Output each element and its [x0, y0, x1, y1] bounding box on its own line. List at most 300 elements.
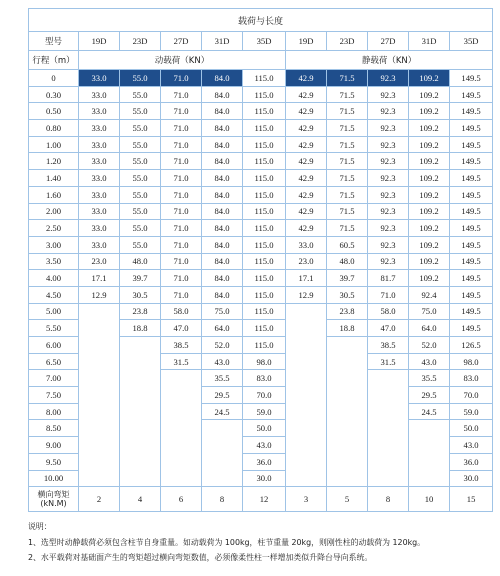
- static-load-cell: 42.9: [286, 120, 327, 137]
- dynamic-load-cell: 33.0: [79, 120, 120, 137]
- dynamic-load-cell: 115.0: [243, 120, 286, 137]
- static-load-cell: 92.3: [368, 120, 409, 137]
- dynamic-load-cell: 30.0: [243, 470, 286, 487]
- static-load-cell: 149.5: [450, 86, 493, 103]
- dynamic-load-cell: 55.0: [120, 236, 161, 253]
- dynamic-load-cell: 71.0: [161, 203, 202, 220]
- static-load-cell: 42.9: [286, 153, 327, 170]
- static-load-cell: 12.9: [286, 286, 327, 303]
- dynamic-load-cell: 71.0: [161, 103, 202, 120]
- dynamic-load-cell: 33.0: [79, 86, 120, 103]
- dynamic-load-cell: 48.0: [120, 253, 161, 270]
- highlight-cell: 71.5: [327, 70, 368, 87]
- static-load-cell: [368, 387, 409, 404]
- stroke-cell: 8.50: [29, 420, 79, 437]
- dynamic-load-cell: [79, 437, 120, 454]
- dynamic-load-cell: 43.0: [202, 353, 243, 370]
- dynamic-load-cell: 71.0: [161, 220, 202, 237]
- static-load-cell: 39.7: [327, 270, 368, 287]
- model-header: 31D: [409, 32, 450, 51]
- moment-cell: 3: [286, 487, 327, 512]
- static-load-cell: [286, 320, 327, 337]
- static-load-cell: 149.5: [450, 136, 493, 153]
- table-row: [29, 437, 493, 454]
- table-row: [29, 320, 493, 337]
- static-load-cell: 30.5: [327, 286, 368, 303]
- dynamic-load-cell: [120, 353, 161, 370]
- model-header: 27D: [161, 32, 202, 51]
- dynamic-load-cell: 71.0: [161, 86, 202, 103]
- static-load-cell: 71.5: [327, 170, 368, 187]
- dynamic-load-cell: [161, 470, 202, 487]
- highlight-cell: 92.3: [368, 70, 409, 87]
- static-load-cell: [327, 470, 368, 487]
- static-load-cell: 71.5: [327, 136, 368, 153]
- dynamic-load-cell: 84.0: [202, 236, 243, 253]
- dynamic-load-cell: [79, 303, 120, 320]
- static-load-cell: [327, 353, 368, 370]
- static-load-cell: 23.0: [286, 253, 327, 270]
- static-load-cell: 18.8: [327, 320, 368, 337]
- table-row: [29, 420, 493, 437]
- stroke-cell: 8.00: [29, 403, 79, 420]
- static-load-cell: [368, 453, 409, 470]
- dynamic-load-cell: [202, 453, 243, 470]
- static-load-cell: 42.9: [286, 203, 327, 220]
- static-load-cell: 126.5: [450, 337, 493, 354]
- stroke-cell: 9.50: [29, 453, 79, 470]
- table-row: [29, 203, 493, 220]
- dynamic-load-cell: 115.0: [243, 136, 286, 153]
- dynamic-load-cell: 33.0: [79, 186, 120, 203]
- static-load-cell: [409, 420, 450, 437]
- static-load-cell: [327, 387, 368, 404]
- dynamic-load-cell: [79, 320, 120, 337]
- moment-cell: 6: [161, 487, 202, 512]
- static-load-cell: 149.5: [450, 286, 493, 303]
- static-load-cell: 149.5: [450, 220, 493, 237]
- dynamic-load-cell: 84.0: [202, 103, 243, 120]
- dynamic-load-cell: [120, 437, 161, 454]
- dynamic-load-cell: 115.0: [243, 153, 286, 170]
- dynamic-load-cell: 55.0: [120, 153, 161, 170]
- static-load-cell: [286, 337, 327, 354]
- stroke-cell: 0.50: [29, 103, 79, 120]
- dynamic-load-cell: 33.0: [79, 220, 120, 237]
- model-header: 23D: [327, 32, 368, 51]
- dynamic-load-cell: 84.0: [202, 270, 243, 287]
- table-row: [29, 220, 493, 237]
- static-load-label: 静载荷（KN）: [286, 51, 493, 70]
- model-label: 型号: [29, 32, 79, 51]
- dynamic-load-cell: 75.0: [202, 303, 243, 320]
- stroke-cell: 2.50: [29, 220, 79, 237]
- moment-label: 横向弯矩(kN.M): [29, 487, 79, 512]
- table-row: [29, 353, 493, 370]
- dynamic-load-cell: 64.0: [202, 320, 243, 337]
- model-header: 35D: [243, 32, 286, 51]
- static-load-cell: 149.5: [450, 186, 493, 203]
- dynamic-load-cell: 115.0: [243, 170, 286, 187]
- static-load-cell: 71.0: [368, 286, 409, 303]
- static-load-cell: [286, 470, 327, 487]
- static-load-cell: 64.0: [409, 320, 450, 337]
- dynamic-load-cell: 24.5: [202, 403, 243, 420]
- static-load-cell: 60.5: [327, 236, 368, 253]
- moment-cell: 2: [79, 487, 120, 512]
- dynamic-load-cell: 58.0: [161, 303, 202, 320]
- dynamic-load-cell: [79, 453, 120, 470]
- model-header: 35D: [450, 32, 493, 51]
- static-load-cell: [286, 420, 327, 437]
- dynamic-load-cell: 71.0: [161, 136, 202, 153]
- table-row: [29, 470, 493, 487]
- stroke-cell: 1.00: [29, 136, 79, 153]
- dynamic-load-cell: 50.0: [243, 420, 286, 437]
- dynamic-load-cell: 39.7: [120, 270, 161, 287]
- static-load-cell: 109.2: [409, 253, 450, 270]
- stroke-cell: 1.20: [29, 153, 79, 170]
- table-row: [29, 236, 493, 253]
- static-load-cell: [286, 403, 327, 420]
- table-row: [29, 387, 493, 404]
- static-load-cell: 48.0: [327, 253, 368, 270]
- static-load-cell: 17.1: [286, 270, 327, 287]
- stroke-cell: 1.60: [29, 186, 79, 203]
- dynamic-load-cell: 115.0: [243, 236, 286, 253]
- notes-heading: 说明：: [28, 522, 52, 531]
- table-row: [29, 170, 493, 187]
- static-load-cell: [286, 370, 327, 387]
- static-load-cell: 71.5: [327, 153, 368, 170]
- highlight-cell: 55.0: [120, 70, 161, 87]
- dynamic-load-cell: 55.0: [120, 120, 161, 137]
- static-load-cell: 50.0: [450, 420, 493, 437]
- static-load-cell: 92.3: [368, 253, 409, 270]
- table-row: [29, 136, 493, 153]
- stroke-cell: 4.50: [29, 286, 79, 303]
- static-load-cell: 109.2: [409, 220, 450, 237]
- static-load-cell: 149.5: [450, 70, 493, 87]
- static-load-cell: [368, 403, 409, 420]
- stroke-cell: 0.80: [29, 120, 79, 137]
- dynamic-load-cell: 98.0: [243, 353, 286, 370]
- model-header: 19D: [79, 32, 120, 51]
- dynamic-load-cell: [79, 337, 120, 354]
- static-load-cell: [368, 470, 409, 487]
- dynamic-load-cell: 84.0: [202, 86, 243, 103]
- static-load-cell: 149.5: [450, 170, 493, 187]
- dynamic-load-cell: [161, 370, 202, 387]
- static-load-cell: 149.5: [450, 103, 493, 120]
- static-load-cell: 92.3: [368, 220, 409, 237]
- static-load-cell: 149.5: [450, 153, 493, 170]
- dynamic-load-cell: 71.0: [161, 270, 202, 287]
- dynamic-load-cell: [161, 403, 202, 420]
- dynamic-load-cell: 84.0: [202, 136, 243, 153]
- static-load-cell: 109.2: [409, 236, 450, 253]
- dynamic-load-cell: 33.0: [79, 153, 120, 170]
- dynamic-load-cell: 33.0: [79, 136, 120, 153]
- dynamic-load-cell: 70.0: [243, 387, 286, 404]
- moment-cell: 5: [327, 487, 368, 512]
- dynamic-load-label: 动载荷（KN）: [79, 51, 286, 70]
- table-row: [29, 453, 493, 470]
- dynamic-load-cell: 36.0: [243, 453, 286, 470]
- dynamic-load-cell: 55.0: [120, 86, 161, 103]
- static-load-cell: 92.3: [368, 86, 409, 103]
- note-item: 2、水平载荷对基础面产生的弯矩超过横向弯矩数值，必须像柔性柱一样增加类似升降台导向系统。: [28, 553, 373, 562]
- stroke-cell: 4.00: [29, 270, 79, 287]
- table-row: [29, 120, 493, 137]
- table-row: [29, 270, 493, 287]
- dynamic-load-cell: 12.9: [79, 286, 120, 303]
- dynamic-load-cell: 115.0: [243, 186, 286, 203]
- static-load-cell: [286, 387, 327, 404]
- moment-cell: 8: [202, 487, 243, 512]
- dynamic-load-cell: [120, 387, 161, 404]
- table-row: [29, 303, 493, 320]
- dynamic-load-cell: 55.0: [120, 170, 161, 187]
- highlight-cell: 42.9: [286, 70, 327, 87]
- static-load-cell: [286, 303, 327, 320]
- static-load-cell: 42.9: [286, 86, 327, 103]
- dynamic-load-cell: 115.0: [243, 320, 286, 337]
- static-load-cell: [409, 437, 450, 454]
- dynamic-load-cell: 115.0: [243, 337, 286, 354]
- dynamic-load-cell: 55.0: [120, 136, 161, 153]
- static-load-cell: 92.3: [368, 203, 409, 220]
- dynamic-load-cell: [120, 420, 161, 437]
- static-load-cell: [368, 437, 409, 454]
- static-load-cell: 109.2: [409, 186, 450, 203]
- static-load-cell: 71.5: [327, 120, 368, 137]
- highlight-cell: 33.0: [79, 70, 120, 87]
- dynamic-load-cell: 38.5: [161, 337, 202, 354]
- moment-cell: 15: [450, 487, 493, 512]
- static-load-cell: 71.5: [327, 220, 368, 237]
- static-load-cell: [327, 437, 368, 454]
- dynamic-load-cell: 84.0: [202, 170, 243, 187]
- dynamic-load-cell: [120, 370, 161, 387]
- static-load-cell: 92.3: [368, 153, 409, 170]
- dynamic-load-cell: 18.8: [120, 320, 161, 337]
- dynamic-load-cell: 47.0: [161, 320, 202, 337]
- highlight-cell: 84.0: [202, 70, 243, 87]
- stroke-cell: 5.50: [29, 320, 79, 337]
- static-load-cell: 23.8: [327, 303, 368, 320]
- static-load-cell: [368, 420, 409, 437]
- static-load-cell: 58.0: [368, 303, 409, 320]
- highlight-cell: 109.2: [409, 70, 450, 87]
- dynamic-load-cell: 115.0: [243, 203, 286, 220]
- moment-cell: 12: [243, 487, 286, 512]
- static-load-cell: 92.4: [409, 286, 450, 303]
- moment-cell: 8: [368, 487, 409, 512]
- static-load-cell: 42.9: [286, 103, 327, 120]
- dynamic-load-cell: 115.0: [243, 86, 286, 103]
- dynamic-load-cell: 43.0: [243, 437, 286, 454]
- dynamic-load-cell: 115.0: [243, 70, 286, 87]
- dynamic-load-cell: 71.0: [161, 120, 202, 137]
- static-load-cell: 52.0: [409, 337, 450, 354]
- static-load-cell: 92.3: [368, 103, 409, 120]
- static-load-cell: 109.2: [409, 136, 450, 153]
- static-load-cell: 35.5: [409, 370, 450, 387]
- dynamic-load-cell: [161, 420, 202, 437]
- dynamic-load-cell: 84.0: [202, 120, 243, 137]
- static-load-cell: 70.0: [450, 387, 493, 404]
- stroke-cell: 0.30: [29, 86, 79, 103]
- dynamic-load-cell: 71.0: [161, 236, 202, 253]
- static-load-cell: 31.5: [368, 353, 409, 370]
- dynamic-load-cell: [120, 470, 161, 487]
- static-load-cell: 42.9: [286, 186, 327, 203]
- static-load-cell: [327, 453, 368, 470]
- stroke-cell: 1.40: [29, 170, 79, 187]
- static-load-cell: 109.2: [409, 270, 450, 287]
- dynamic-load-cell: [120, 337, 161, 354]
- static-load-cell: 42.9: [286, 220, 327, 237]
- stroke-label: 行程（m）: [29, 51, 79, 70]
- static-load-cell: 92.3: [368, 136, 409, 153]
- notes: [28, 519, 496, 566]
- static-load-cell: [327, 403, 368, 420]
- static-load-cell: 149.5: [450, 320, 493, 337]
- dynamic-load-cell: [202, 470, 243, 487]
- dynamic-load-cell: 84.0: [202, 153, 243, 170]
- table-row: [29, 86, 493, 103]
- static-load-cell: 59.0: [450, 403, 493, 420]
- static-load-cell: 71.5: [327, 86, 368, 103]
- stroke-cell: 3.00: [29, 236, 79, 253]
- note-item: 1、选型时动静载荷必须包含柱节自身重量。如动载荷为 100kg，柱节重量 20kg，则刚性柱的动载荷为 120kg。: [28, 537, 426, 547]
- dynamic-load-cell: 33.0: [79, 203, 120, 220]
- dynamic-load-cell: 31.5: [161, 353, 202, 370]
- static-load-cell: 149.5: [450, 253, 493, 270]
- dynamic-load-cell: 71.0: [161, 170, 202, 187]
- static-load-cell: 92.3: [368, 170, 409, 187]
- dynamic-load-cell: 33.0: [79, 103, 120, 120]
- dynamic-load-cell: 52.0: [202, 337, 243, 354]
- dynamic-load-cell: 29.5: [202, 387, 243, 404]
- static-load-cell: [327, 420, 368, 437]
- dynamic-load-cell: 59.0: [243, 403, 286, 420]
- model-header: 23D: [120, 32, 161, 51]
- static-load-cell: 149.5: [450, 303, 493, 320]
- dynamic-load-cell: 55.0: [120, 220, 161, 237]
- static-load-cell: 42.9: [286, 136, 327, 153]
- static-load-cell: 36.0: [450, 453, 493, 470]
- static-load-cell: [409, 470, 450, 487]
- dynamic-load-cell: [79, 353, 120, 370]
- stroke-cell: 6.00: [29, 337, 79, 354]
- table-row: [29, 103, 493, 120]
- dynamic-load-cell: 115.0: [243, 286, 286, 303]
- static-load-cell: [286, 437, 327, 454]
- static-load-cell: 71.5: [327, 103, 368, 120]
- static-load-cell: 42.9: [286, 170, 327, 187]
- dynamic-load-cell: [202, 437, 243, 454]
- dynamic-load-cell: [79, 470, 120, 487]
- dynamic-load-cell: 23.0: [79, 253, 120, 270]
- static-load-cell: 98.0: [450, 353, 493, 370]
- stroke-cell: 3.50: [29, 253, 79, 270]
- dynamic-load-cell: [120, 403, 161, 420]
- static-load-cell: 149.5: [450, 270, 493, 287]
- dynamic-load-cell: 71.0: [161, 153, 202, 170]
- dynamic-load-cell: [161, 437, 202, 454]
- static-load-cell: 30.0: [450, 470, 493, 487]
- static-load-cell: 149.5: [450, 120, 493, 137]
- dynamic-load-cell: 115.0: [243, 303, 286, 320]
- static-load-cell: 109.2: [409, 153, 450, 170]
- moment-row: [29, 487, 493, 512]
- dynamic-load-cell: [79, 403, 120, 420]
- stroke-cell: 2.00: [29, 203, 79, 220]
- stroke-cell: 0: [29, 70, 79, 87]
- dynamic-load-cell: [79, 420, 120, 437]
- table-row: [29, 186, 493, 203]
- dynamic-load-cell: 84.0: [202, 203, 243, 220]
- stroke-cell: 9.00: [29, 437, 79, 454]
- dynamic-load-cell: 83.0: [243, 370, 286, 387]
- stroke-cell: 6.50: [29, 353, 79, 370]
- dynamic-load-cell: 55.0: [120, 203, 161, 220]
- stroke-cell: 7.00: [29, 370, 79, 387]
- table-row: [29, 370, 493, 387]
- table-row: [29, 286, 493, 303]
- static-load-cell: 29.5: [409, 387, 450, 404]
- dynamic-load-cell: 84.0: [202, 253, 243, 270]
- load-length-table: [28, 8, 493, 512]
- static-load-cell: [286, 453, 327, 470]
- dynamic-load-cell: 115.0: [243, 220, 286, 237]
- model-header: 27D: [368, 32, 409, 51]
- table-title: 载荷与长度: [29, 9, 493, 32]
- dynamic-load-cell: 115.0: [243, 253, 286, 270]
- static-load-cell: [368, 370, 409, 387]
- dynamic-load-cell: 84.0: [202, 286, 243, 303]
- static-load-cell: 92.3: [368, 186, 409, 203]
- dynamic-load-cell: 115.0: [243, 103, 286, 120]
- dynamic-load-cell: 33.0: [79, 236, 120, 253]
- table-row: [29, 253, 493, 270]
- moment-cell: 4: [120, 487, 161, 512]
- moment-cell: 10: [409, 487, 450, 512]
- dynamic-load-cell: [79, 370, 120, 387]
- dynamic-load-cell: 35.5: [202, 370, 243, 387]
- dynamic-load-cell: 30.5: [120, 286, 161, 303]
- dynamic-load-cell: 84.0: [202, 186, 243, 203]
- static-load-cell: 109.2: [409, 203, 450, 220]
- static-load-cell: 149.5: [450, 203, 493, 220]
- static-load-cell: 24.5: [409, 403, 450, 420]
- dynamic-load-cell: 71.0: [161, 186, 202, 203]
- static-load-cell: 75.0: [409, 303, 450, 320]
- table-row: [29, 337, 493, 354]
- static-load-cell: 43.0: [409, 353, 450, 370]
- static-load-cell: [327, 337, 368, 354]
- dynamic-load-cell: [79, 387, 120, 404]
- static-load-cell: 81.7: [368, 270, 409, 287]
- static-load-cell: 71.5: [327, 186, 368, 203]
- static-load-cell: [286, 353, 327, 370]
- static-load-cell: 71.5: [327, 203, 368, 220]
- static-load-cell: 109.2: [409, 170, 450, 187]
- static-load-cell: 43.0: [450, 437, 493, 454]
- table-row: [29, 403, 493, 420]
